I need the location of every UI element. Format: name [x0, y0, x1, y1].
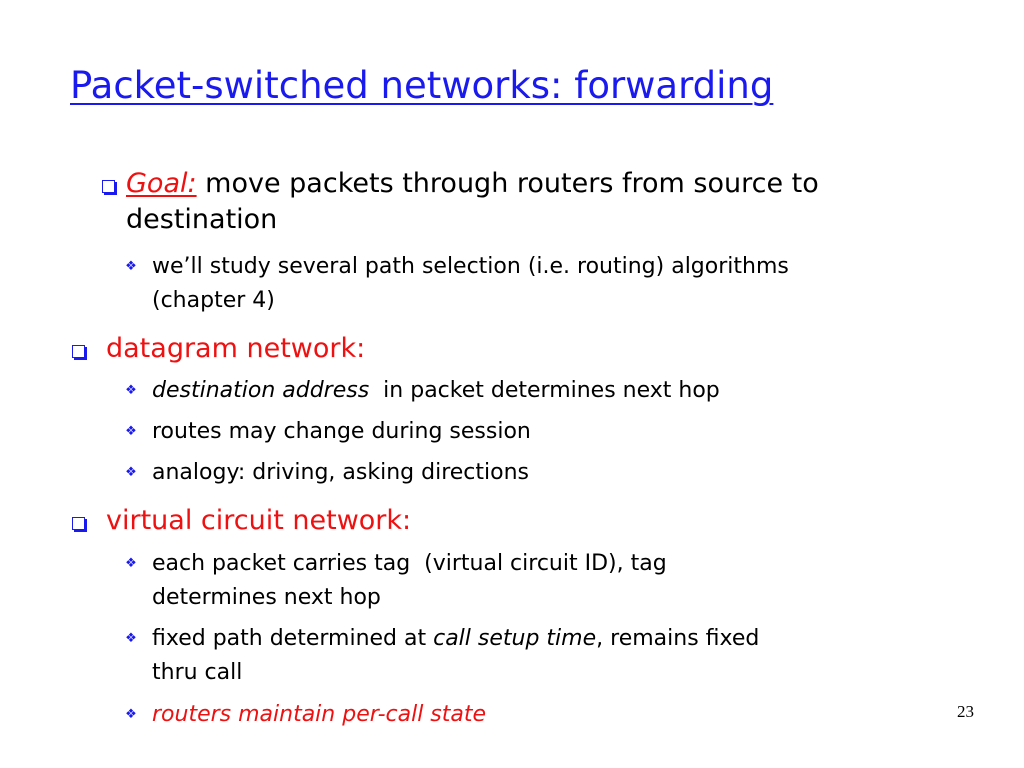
four-petal-diamond-icon: ❖	[125, 383, 137, 398]
page-number: 23	[957, 702, 974, 721]
per-call-state-text: routers maintain per-call state	[152, 702, 487, 727]
sub-bullet-tag	[124, 547, 667, 615]
fixed-path-before: fixed path determined at	[152, 626, 434, 651]
sub-bullet-text: analogy: driving, asking directions	[152, 460, 529, 485]
sub-bullet-text-line2: determines next hop	[152, 585, 381, 610]
sub-bullet-text: routes may change during session	[152, 419, 531, 444]
square-outline-icon	[100, 170, 116, 198]
sub-bullet-text: we’ll study several path selection (i.e. routing) algorithms	[152, 254, 789, 279]
four-petal-diamond-icon: ❖	[125, 465, 137, 480]
bullet-virtual-circuit-network	[70, 503, 411, 539]
destination-address-rest: in packet determines next hop	[369, 378, 720, 403]
sub-bullet-text-line2: (chapter 4)	[152, 288, 275, 313]
bullet-goal	[100, 166, 819, 238]
four-petal-diamond-icon: ❖	[125, 556, 137, 571]
sub-bullet-per-call-state	[124, 698, 486, 732]
sub-bullet-analogy	[124, 456, 529, 490]
sub-bullet-routes-change	[124, 415, 531, 449]
call-setup-time-italic: call setup time	[433, 626, 597, 651]
four-petal-diamond-icon: ❖	[125, 259, 137, 274]
virtual-circuit-heading: virtual circuit network:	[106, 505, 412, 536]
goal-text: move packets through routers from source to	[196, 168, 819, 199]
sub-bullet-fixed-path	[124, 622, 759, 690]
slide-title: Packet-switched networks: forwarding	[70, 64, 774, 107]
fixed-path-line2: thru call	[152, 660, 243, 685]
four-petal-diamond-icon: ❖	[125, 424, 137, 439]
four-petal-diamond-icon: ❖	[125, 707, 137, 722]
square-outline-icon	[70, 507, 86, 535]
sub-bullet-text: each packet carries tag (virtual circuit ID), tag	[152, 551, 667, 576]
four-petal-diamond-icon: ❖	[125, 631, 137, 646]
destination-address-italic: destination address	[152, 378, 370, 403]
fixed-path-after: , remains fixed	[596, 626, 760, 651]
sub-bullet-destination-address	[124, 374, 720, 408]
square-outline-icon	[70, 335, 86, 363]
datagram-network-heading: datagram network:	[106, 333, 366, 364]
sub-bullet-routing-algorithms	[124, 250, 789, 318]
goal-label: Goal:	[126, 168, 197, 199]
bullet-datagram-network	[70, 331, 365, 367]
goal-text-line2: destination	[126, 204, 278, 235]
